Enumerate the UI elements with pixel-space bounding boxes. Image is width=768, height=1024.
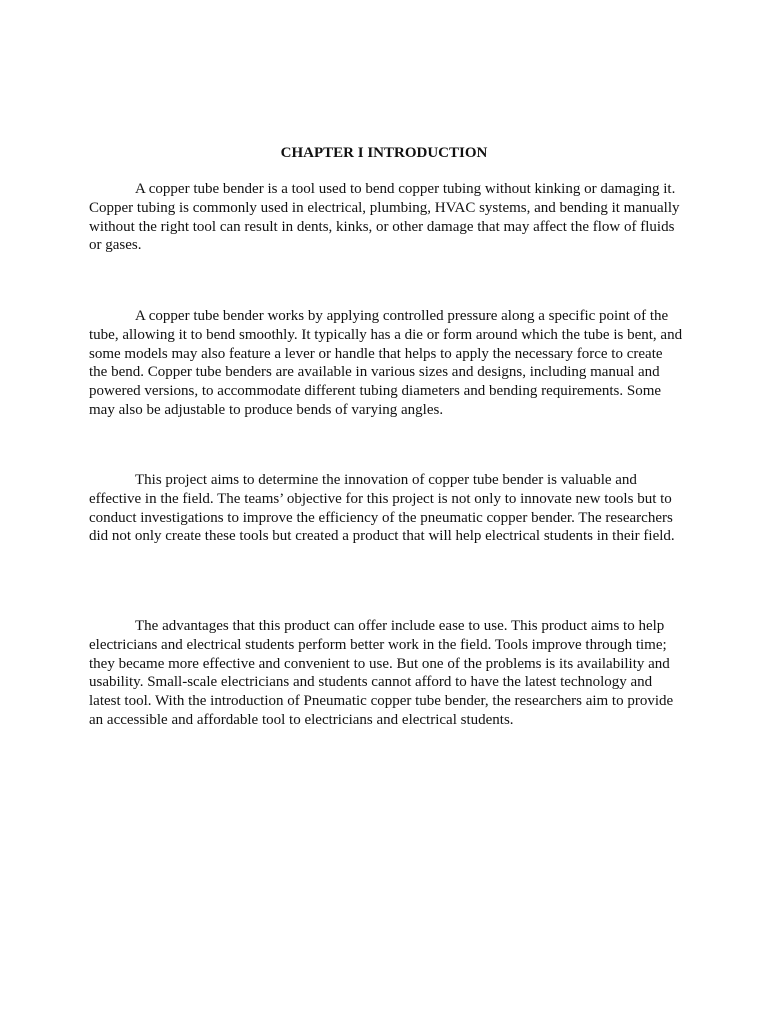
paragraph-3: This project aims to determine the innovation of copper tube bender is valuable and effective in the field. The teams’ objective for this project is not only to innovate new tools but to conduct investigations to improve the efficiency of the pneumatic copper bender. The researchers did not only create these tools but created a product that will help electrical students in their field. [89, 472, 675, 545]
paragraph-4: The advantages that this product can offer include ease to use. This product aims to help electricians and electrical students perform better work in the field. Tools improve through time; they became more effective and convenient to use. But one of the problems is its availability and usability. Small-scale electricians and students cannot afford to have the latest technology and latest tool. With the introduction of Pneumatic copper tube bender, the researchers aim to provide an accessible and affordable tool to electricians and electrical students. [89, 618, 674, 728]
paragraph-2: A copper tube bender works by applying controlled pressure along a specific point of the tube, allowing it to bend smoothly. It typically has a die or form around which the tube is bent, and some models may also feature a lever or handle that helps to apply the necessary force to create the bend. Copper tube benders are available in various sizes and designs, including manual and powered versions, to accommodate different tubing diameters and bending requirements. Some may also be adjustable to produce bends of varying angles. [89, 308, 683, 418]
chapter-title: CHAPTER I INTRODUCTION [280, 145, 488, 161]
paragraph-1: A copper tube bender is a tool used to bend copper tubing without kinking or damaging it. Copper tubing is commonly used in electrical, plumbing, HVAC systems, and bending it manually without the right tool can result in dents, kinks, or other damage that may affect the flow of fluids or gases. [89, 181, 680, 254]
